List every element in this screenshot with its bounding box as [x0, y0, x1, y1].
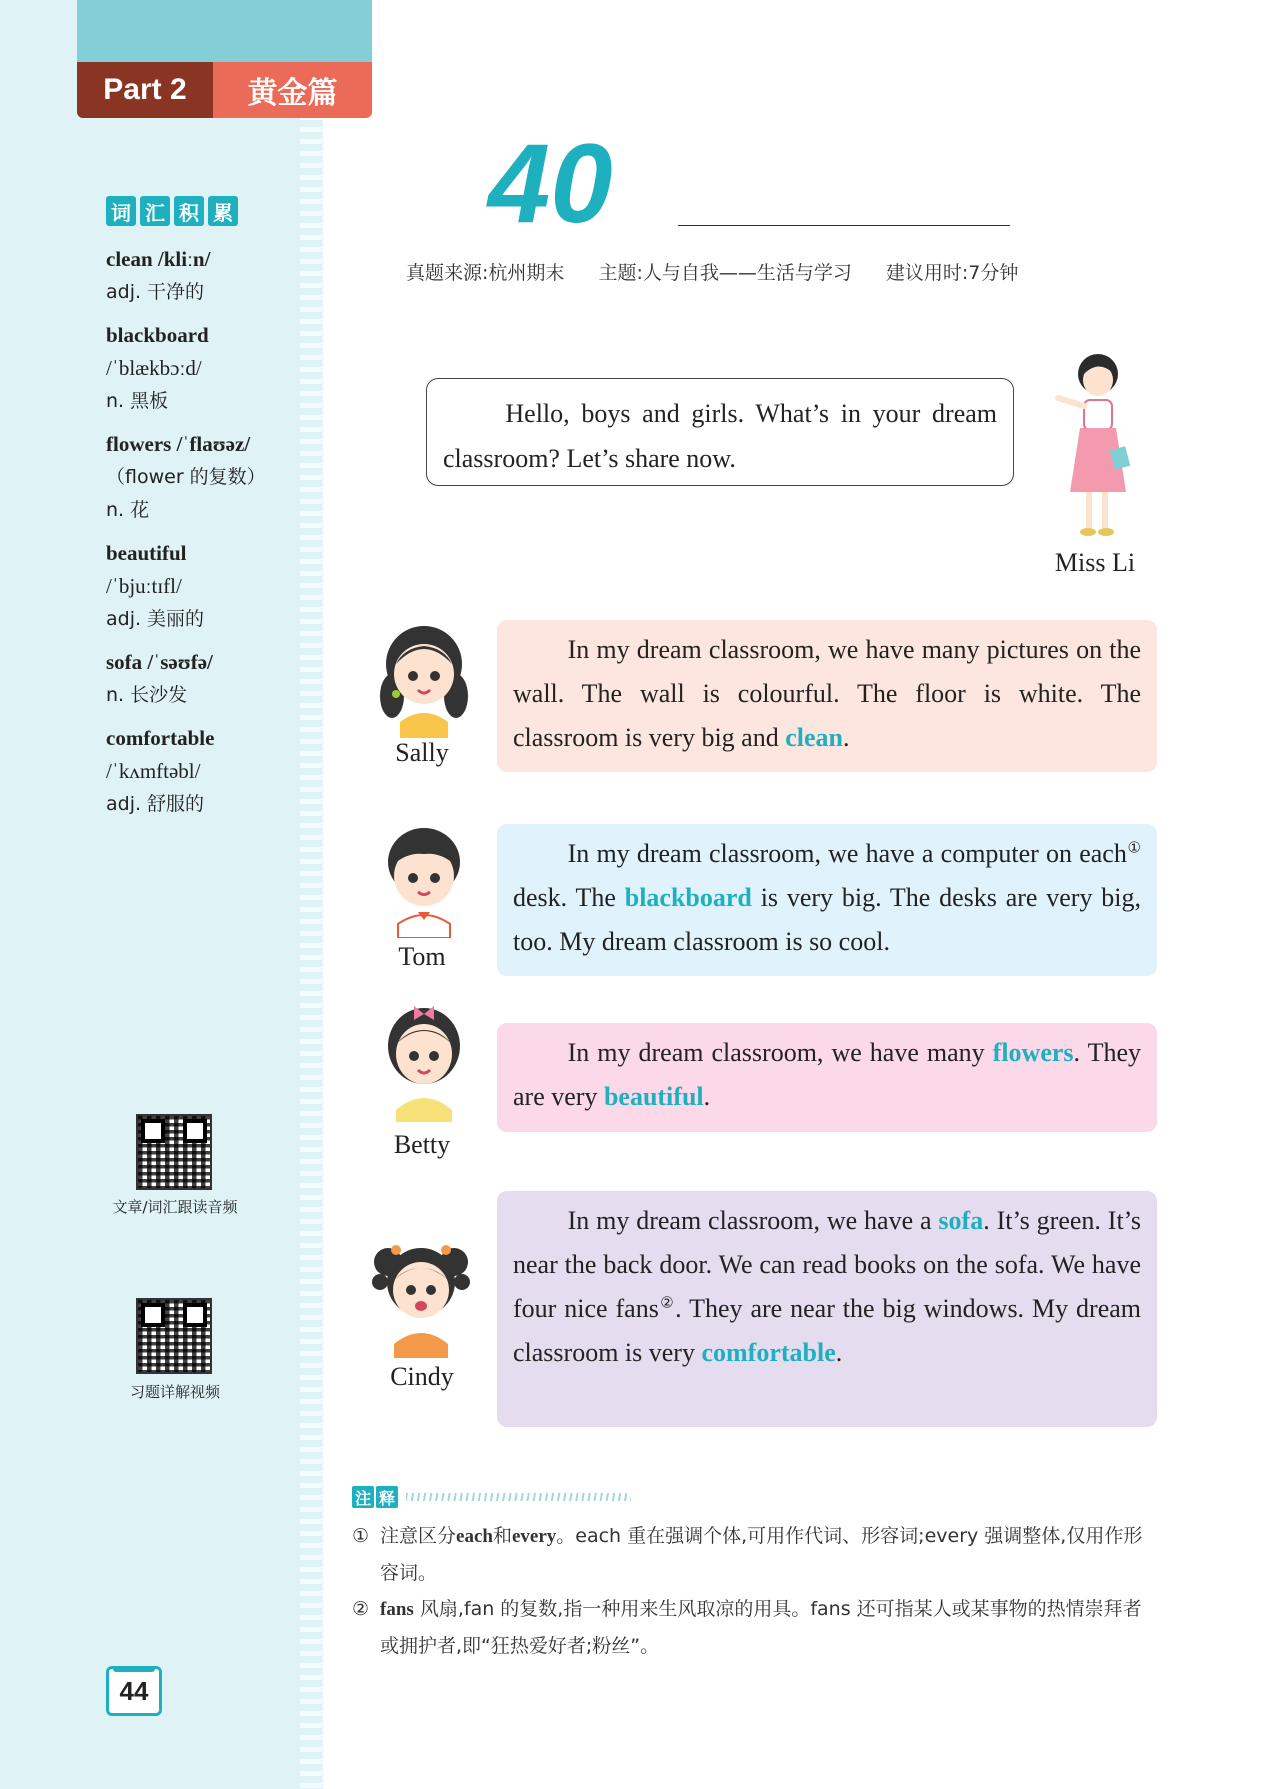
speech-text: In my dream classroom, we have a computer on each: [567, 839, 1127, 868]
part-header: [77, 62, 372, 118]
page-number: 44: [106, 1666, 162, 1716]
notes-title: [352, 1486, 631, 1508]
note-mark: ②: [352, 1598, 370, 1620]
speech-text: In my dream classroom, we have many: [567, 1038, 993, 1067]
speech-bubble-betty: [497, 1023, 1157, 1132]
vocab-phonetic: /ˈkʌmftəbl/: [106, 759, 201, 783]
note-text: [380, 1591, 1158, 1664]
speech-text: desk. The: [513, 883, 625, 912]
vocab-meaning: n. 长沙发: [106, 684, 188, 706]
speech-text: . They are near the big windows. My dream classroom is very: [513, 1294, 1142, 1367]
vocab-highlight-blackboard: blackboard: [624, 883, 752, 912]
note-item-1: [352, 1518, 1158, 1591]
vocab-word: blackboard: [106, 323, 209, 347]
vocab-entry-beautiful: [106, 537, 296, 636]
vocab-word: comfortable: [106, 726, 215, 750]
video-qr-code[interactable]: [136, 1298, 212, 1374]
vocab-word: beautiful: [106, 541, 187, 565]
vocab-meaning: adj. 干净的: [106, 281, 205, 303]
audio-qr-label: 文章/词汇跟读音频: [112, 1198, 238, 1216]
betty-avatar-icon: [374, 992, 474, 1122]
speech-text: .: [703, 1082, 711, 1111]
notes-title-char: 释: [376, 1486, 398, 1508]
sally-avatar-icon: [374, 618, 474, 738]
speech-text: .: [843, 723, 850, 752]
vocab-highlight-flowers: flowers: [992, 1038, 1074, 1067]
video-qr-label: 习题详解视频: [129, 1383, 220, 1401]
speech-text: . It’s green. It’s near the back door. We can read books on the sofa. We have four nice fans: [513, 1206, 1142, 1323]
speaker-name-betty: Betty: [393, 1130, 451, 1159]
vocab-highlight-clean: clean: [785, 723, 843, 752]
note-text-part: 注意区分: [380, 1525, 457, 1547]
vocab-meaning: adj. 美丽的: [106, 608, 205, 630]
exercise-meta: [406, 258, 1206, 285]
vocab-meaning: adj. 舒服的: [106, 793, 205, 815]
vocab-entry-comfortable: [106, 722, 296, 821]
sidebar-wavy-edge: [300, 120, 323, 1789]
note-text: [380, 1518, 1158, 1591]
speech-text: .: [835, 1338, 843, 1367]
vocab-highlight-beautiful: beautiful: [603, 1082, 704, 1111]
vocab-entry-flowers: [106, 428, 296, 527]
speech-text: In my dream classroom, we have many pictures on the wall. The wall is colourful. The floor is white. The classroom is very big and: [513, 635, 1141, 752]
note-bold-term: each: [456, 1526, 493, 1547]
teacher-name: Miss Li: [1054, 548, 1136, 577]
speech-bubble-cindy: [497, 1191, 1157, 1427]
speaker-name-cindy: Cindy: [390, 1362, 454, 1391]
notes-title-char: 注: [352, 1486, 374, 1508]
speech-text: is very big. The desks are very big, too. My dream classroom is so cool.: [513, 883, 1141, 956]
speaker-name-sally: Sally: [395, 738, 449, 767]
part-number: Part 2: [77, 62, 213, 118]
note-text-part: 。each 重在强调个体,可用作代词、形容词;every 强调整体,仅用作形容词。: [380, 1525, 1143, 1584]
footnote-mark-1: ①: [1126, 840, 1142, 857]
vocab-title-char: 汇: [140, 196, 170, 226]
exercise-theme: 主题:人与自我——生活与学习: [598, 262, 852, 284]
cindy-avatar-icon: [366, 1228, 476, 1358]
notes-list: [352, 1518, 1158, 1664]
vocab-meaning: n. 花: [106, 499, 150, 521]
vocab-entry-blackboard: [106, 319, 296, 418]
speech-text: In my dream classroom, we have a: [567, 1206, 939, 1235]
vocab-meaning: n. 黑板: [106, 390, 169, 412]
vocab-entry-clean: [106, 243, 296, 309]
audio-qr-code[interactable]: [136, 1114, 212, 1190]
vocab-note: （flower 的复数）: [106, 466, 266, 488]
note-bold-term: fans: [380, 1599, 414, 1620]
note-text-part: 风扇,fan 的复数,指一种用来生风取凉的用具。fans 还可指某人或某事物的热情崇拜者或拥护者,即“狂热爱好者;粉丝”。: [380, 1598, 1142, 1657]
speech-bubble-sally: [497, 620, 1157, 772]
vocab-word: flowers /ˈflaʊəz/: [106, 432, 251, 456]
footnote-mark-2: ②: [658, 1295, 676, 1312]
vocab-list: [106, 243, 296, 831]
vocab-title-char: 累: [208, 196, 238, 226]
speech-text: . They are very: [513, 1038, 1141, 1111]
exercise-number: 40: [488, 121, 613, 246]
vocab-title-char: 积: [174, 196, 204, 226]
vocab-highlight-sofa: sofa: [938, 1206, 984, 1235]
vocab-title-char: 词: [106, 196, 136, 226]
vocab-title: [106, 196, 238, 226]
vocab-word: sofa /ˈsəʊfə/: [106, 650, 213, 674]
vocab-entry-sofa: [106, 646, 296, 712]
tom-avatar-icon: [374, 818, 474, 938]
vocab-phonetic: /ˈblækbɔːd/: [106, 356, 202, 380]
notes-divider: [406, 1493, 631, 1501]
part-header-top: [77, 0, 372, 62]
speech-bubble-tom: [497, 824, 1157, 976]
speaker-name-tom: Tom: [398, 942, 446, 971]
vocab-phonetic: /ˈbjuːtɪfl/: [106, 574, 182, 598]
vocab-word: clean /kliːn/: [106, 247, 211, 271]
part-section-name: 黄金篇: [213, 62, 372, 118]
note-bold-term: every: [511, 1526, 557, 1547]
note-text-part: 和: [492, 1525, 512, 1547]
title-blank-line: [678, 225, 1010, 226]
teacher-illustration-icon: [1046, 352, 1136, 542]
note-item-2: [352, 1591, 1158, 1664]
teacher-speech-bubble: Hello, boys and girls. What’s in your dream classroom? Let’s share now.: [426, 378, 1014, 486]
exercise-source: 真题来源:杭州期末: [406, 262, 565, 284]
exercise-time: 建议用时:7分钟: [885, 262, 1019, 284]
note-mark: ①: [352, 1525, 370, 1547]
vocab-highlight-comfortable: comfortable: [701, 1338, 836, 1367]
